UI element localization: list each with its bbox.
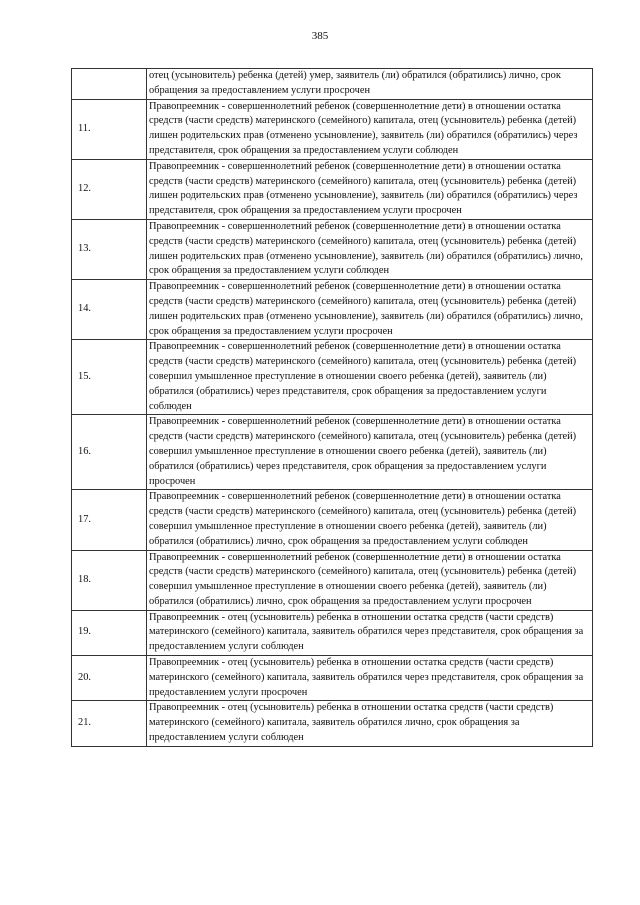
table-row	[72, 490, 593, 550]
row-number: 19.	[72, 610, 147, 655]
row-text: Правопреемник - совершеннолетний ребенок (совершеннолетние дети) в отношении остатка средств (части средств) материнского (семейного) капитала, отец (усыновитель) ребенка (детей) совершил умышленное преступление в отношении своего ребенка (детей), заявитель (ли) обратился (обратились) лично, срок обращения за предоставлением услуги соблюден	[147, 490, 593, 550]
row-text: Правопреемник - совершеннолетний ребенок (совершеннолетние дети) в отношении остатка средств (части средств) материнского (семейного) капитала, отец (усыновитель) ребенка (детей) лишен родительских прав (отменено усыновление), заявитель (ли) обратился (обратились) лично, срок обращения за предоставлением услуги соблюден	[147, 219, 593, 279]
page-number: 385	[311, 30, 329, 42]
row-text: отец (усыновитель) ребенка (детей) умер, заявитель (ли) обратился (обратились) лично, срок обращения за предоставлением услуги просрочен	[147, 69, 593, 100]
row-number	[72, 69, 147, 100]
row-text: Правопреемник - совершеннолетний ребенок (совершеннолетние дети) в отношении остатка средств (части средств) материнского (семейного) капитала, отец (усыновитель) ребенка (детей) лишен родительских прав (отменено усыновление), заявитель (ли) обратился (обратились) через представителя, срок обращения за предоставлением услуги просрочен	[147, 159, 593, 219]
row-number: 20.	[72, 656, 147, 701]
row-text: Правопреемник - отец (усыновитель) ребенка в отношении остатка средств (части средств) материнского (семейного) капитала, заявитель обратился через представителя, срок обращения за предоставлением услуги соблюден	[147, 610, 593, 655]
row-number: 14.	[72, 280, 147, 340]
table-row	[72, 99, 593, 159]
table-row	[72, 701, 593, 746]
conditions-table	[71, 68, 593, 747]
row-number: 17.	[72, 490, 147, 550]
table-row	[72, 69, 593, 100]
table-row	[72, 159, 593, 219]
row-number: 13.	[72, 219, 147, 279]
row-text: Правопреемник - отец (усыновитель) ребенка в отношении остатка средств (части средств) материнского (семейного) капитала, заявитель обратился лично, срок обращения за предоставлением услуги соблюден	[147, 701, 593, 746]
row-text: Правопреемник - совершеннолетний ребенок (совершеннолетние дети) в отношении остатка средств (части средств) материнского (семейного) капитала, отец (усыновитель) ребенка (детей) совершил умышленное преступление в отношении своего ребенка (детей), заявитель (ли) обратился (обратились) через представителя, срок обращения за предоставлением услуги просрочен	[147, 415, 593, 490]
row-text: Правопреемник - совершеннолетний ребенок (совершеннолетние дети) в отношении остатка средств (части средств) материнского (семейного) капитала, отец (усыновитель) ребенка (детей) лишен родительских прав (отменено усыновление), заявитель (ли) обратился (обратились) лично, срок обращения за предоставлением услуги просрочен	[147, 280, 593, 340]
row-number: 16.	[72, 415, 147, 490]
table-row	[72, 415, 593, 490]
table-row	[72, 280, 593, 340]
row-number: 11.	[72, 99, 147, 159]
table-row	[72, 219, 593, 279]
row-text: Правопреемник - совершеннолетний ребенок (совершеннолетние дети) в отношении остатка средств (части средств) материнского (семейного) капитала, отец (усыновитель) ребенка (детей) лишен родительских прав (отменено усыновление), заявитель (ли) обратился (обратились) через представителя, срок обращения за предоставлением услуги соблюден	[147, 99, 593, 159]
row-number: 21.	[72, 701, 147, 746]
table-row	[72, 656, 593, 701]
row-text: Правопреемник - совершеннолетний ребенок (совершеннолетние дети) в отношении остатка средств (части средств) материнского (семейного) капитала, отец (усыновитель) ребенка (детей) совершил умышленное преступление в отношении своего ребенка (детей), заявитель (ли) обратился (обратились) через представителя, срок обращения за предоставлением услуги соблюден	[147, 340, 593, 415]
row-number: 15.	[72, 340, 147, 415]
row-number: 18.	[72, 550, 147, 610]
table-row	[72, 610, 593, 655]
table-row	[72, 340, 593, 415]
row-text: Правопреемник - совершеннолетний ребенок (совершеннолетние дети) в отношении остатка средств (части средств) материнского (семейного) капитала, отец (усыновитель) ребенка (детей) совершил умышленное преступление в отношении своего ребенка (детей), заявитель (ли) обратился (обратились) лично, срок обращения за предоставлением услуги просрочен	[147, 550, 593, 610]
row-number: 12.	[72, 159, 147, 219]
table-row	[72, 550, 593, 610]
row-text: Правопреемник - отец (усыновитель) ребенка в отношении остатка средств (части средств) материнского (семейного) капитала, заявитель обратился через представителя, срок обращения за предоставлением услуги просрочен	[147, 656, 593, 701]
